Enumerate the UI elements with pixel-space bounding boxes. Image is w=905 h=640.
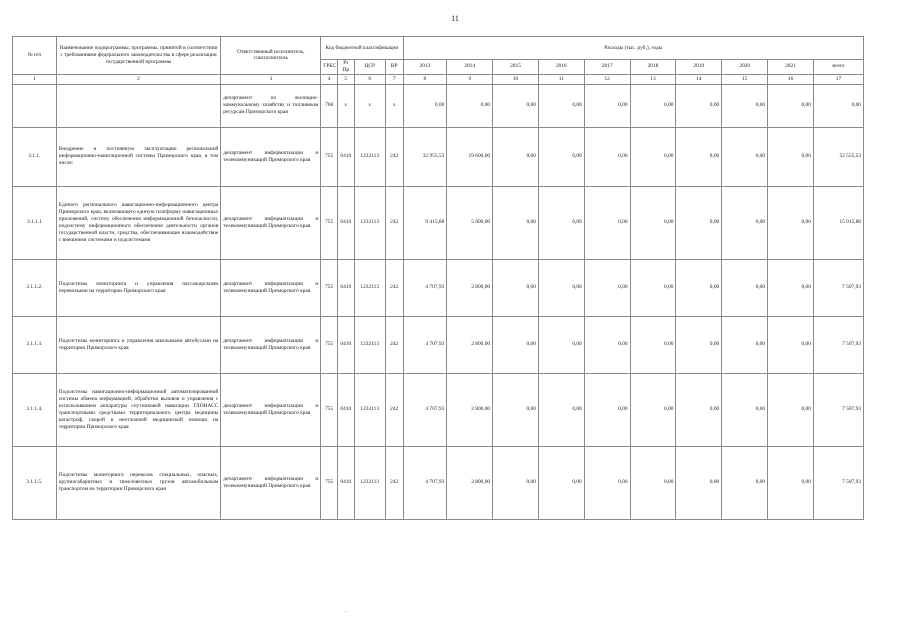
column-number: 3 — [221, 74, 321, 84]
cell-2019: 0,00 — [676, 316, 722, 373]
cell-2019: 0,00 — [676, 259, 722, 316]
cell-2020: 0,00 — [722, 259, 768, 316]
header-executor: Ответственный исполнитель, соисполнитель — [221, 37, 321, 75]
cell-grbs: 755 — [321, 127, 338, 186]
row-name: Подсистемы навигационно-информационной автоматизированной системы обмена информацией, обработки вызовов и управления с использованием аппаратуры спутниковой навигации ГЛОНАСС транспортными средствами территориального центра медицины катастроф, скорой и неотложной медицинской помощи на территории Приморского края — [56, 373, 221, 446]
cell-2015: 0,00 — [493, 446, 539, 519]
header-year: 2019 — [676, 60, 722, 75]
cell-2016: 0,00 — [538, 127, 584, 186]
table-row — [13, 127, 864, 186]
cell-vr: 242 — [385, 186, 403, 259]
cell-rzpr: х — [337, 84, 354, 127]
row-number: 3.1.1. — [13, 127, 57, 186]
table-row — [13, 316, 864, 373]
header-budget-code: Код бюджетной классификации — [321, 37, 403, 60]
column-number: 15 — [722, 74, 768, 84]
budget-table — [12, 36, 864, 520]
cell-2015: 0,00 — [493, 84, 539, 127]
row-name: Внедрение и постоянную эксплуатацию региональной информационно-навигационной системы Приморского края, в том числе: — [56, 127, 221, 186]
table-row — [13, 186, 864, 259]
cell-2016: 0,00 — [538, 186, 584, 259]
row-name: Единого регионального навигационно-информационного центра Приморского края, включающего единую платформу навигационных приложений, систему обеспечения информационной безопасности, подсистему информационного обеспечения деятельности органов государственной власти, средства, обеспечивающие взаимодействие с внешними системами и подсистемами — [56, 186, 221, 259]
column-number: 8 — [403, 74, 447, 84]
header-name: Наименование подпрограммы, программы, принятой в соответствии с требованиями федерального законодательства в сфере реализации государственной программы — [56, 37, 221, 75]
row-number — [13, 84, 57, 127]
cell-2015: 0,00 — [493, 259, 539, 316]
cell-2017: 0,00 — [584, 373, 630, 446]
cell-2013: 4 707,93 — [403, 446, 447, 519]
row-number: 3.1.1.1 — [13, 186, 57, 259]
cell-rzpr: 0410 — [337, 373, 354, 446]
cell-2019: 0,00 — [676, 373, 722, 446]
cell-2019: 0,00 — [676, 84, 722, 127]
cell-2017: 0,00 — [584, 316, 630, 373]
column-number: 9 — [447, 74, 493, 84]
column-number: 16 — [768, 74, 814, 84]
cell-rzpr: 0410 — [337, 259, 354, 316]
cell-2013: 0,00 — [403, 84, 447, 127]
cell-2013: 4 707,93 — [403, 316, 447, 373]
cell-2020: 0,00 — [722, 373, 768, 446]
column-number: 11 — [538, 74, 584, 84]
page-number: 11 — [451, 14, 459, 23]
cell-total: 7 507,93 — [813, 316, 863, 373]
cell-grbs: 755 — [321, 446, 338, 519]
header-year: 2018 — [630, 60, 676, 75]
row-name — [56, 84, 221, 127]
cell-csr: 1232113 — [354, 373, 385, 446]
cell-2017: 0,00 — [584, 84, 630, 127]
header-year: 2017 — [584, 60, 630, 75]
table-row — [13, 84, 864, 127]
cell-total: 0,00 — [813, 84, 863, 127]
column-number: 17 — [813, 74, 863, 84]
header-vr: ВР — [385, 60, 403, 75]
cell-2021: 0,00 — [768, 446, 814, 519]
cell-2020: 0,00 — [722, 186, 768, 259]
cell-csr: 1232113 — [354, 316, 385, 373]
cell-vr: х — [385, 84, 403, 127]
header-year: 2014 — [447, 60, 493, 75]
row-name: Подсистемы мониторинга и управления школьными автобусами на территории Приморского края — [56, 316, 221, 373]
cell-2018: 0,00 — [630, 316, 676, 373]
cell-rzpr: 0410 — [337, 186, 354, 259]
cell-2014: 2 800,00 — [447, 316, 493, 373]
cell-2015: 0,00 — [493, 373, 539, 446]
row-executor: департамент информатизации и телекоммуникаций Приморского края — [221, 373, 321, 446]
cell-2019: 0,00 — [676, 127, 722, 186]
header-year: 2021 — [768, 60, 814, 75]
cell-2018: 0,00 — [630, 186, 676, 259]
header-num: № п/п — [13, 37, 57, 75]
cell-rzpr: 0410 — [337, 316, 354, 373]
cell-2016: 0,00 — [538, 84, 584, 127]
cell-vr: 242 — [385, 259, 403, 316]
row-number: 3.1.1.3. — [13, 316, 57, 373]
cell-2021: 0,00 — [768, 186, 814, 259]
cell-2014: 2 800,00 — [447, 259, 493, 316]
header-year: 2013 — [403, 60, 447, 75]
row-number: 3.1.1.5. — [13, 446, 57, 519]
table-row — [13, 446, 864, 519]
cell-total: 7 507,93 — [813, 373, 863, 446]
row-name: Подсистемы мониторинга перевозок специальных, опасных, крупногабаритных и тяжеловесных грузов автомобильным транспортом на территории Приморского края — [56, 446, 221, 519]
cell-2018: 0,00 — [630, 259, 676, 316]
cell-csr: 1232113 — [354, 127, 385, 186]
cell-2017: 0,00 — [584, 186, 630, 259]
row-number: 3.1.1.2. — [13, 259, 57, 316]
cell-2014: 0,00 — [447, 84, 493, 127]
cell-2014: 2 800,00 — [447, 446, 493, 519]
row-executor: департамент по жилищно-коммунальному хозяйству и топливным ресурсам Приморского края — [221, 84, 321, 127]
row-executor: департамент информатизации и телекоммуникаций Приморского края — [221, 259, 321, 316]
cell-2021: 0,00 — [768, 127, 814, 186]
cell-total: 15 015,88 — [813, 186, 863, 259]
cell-total: 52 555,53 — [813, 127, 863, 186]
cell-vr: 242 — [385, 127, 403, 186]
cell-2016: 0,00 — [538, 259, 584, 316]
cell-total: 7 507,93 — [813, 259, 863, 316]
row-executor: департамент информатизации и телекоммуникаций Приморского края — [221, 127, 321, 186]
cell-csr: х — [354, 84, 385, 127]
cell-2018: 0,00 — [630, 127, 676, 186]
cell-2019: 0,00 — [676, 446, 722, 519]
cell-2021: 0,00 — [768, 259, 814, 316]
column-number: 6 — [354, 74, 385, 84]
row-name: Подсистемы мониторинга и управления пассажирскими перевозками на территории Приморского края — [56, 259, 221, 316]
row-executor: департамент информатизации и телекоммуникаций Приморского края — [221, 316, 321, 373]
column-number: 1 — [13, 74, 57, 84]
cell-rzpr: 0410 — [337, 446, 354, 519]
column-number: 5 — [337, 74, 354, 84]
cell-csr: 1232113 — [354, 446, 385, 519]
cell-2015: 0,00 — [493, 186, 539, 259]
cell-2013: 9 415,88 — [403, 186, 447, 259]
scan-speck: . — [345, 608, 347, 614]
column-number: 10 — [493, 74, 539, 84]
cell-2017: 0,00 — [584, 259, 630, 316]
header-csr: ЦСР — [354, 60, 385, 75]
cell-2013: 4 707,93 — [403, 373, 447, 446]
cell-2014: 19 600,00 — [447, 127, 493, 186]
cell-2017: 0,00 — [584, 127, 630, 186]
cell-2013: 32 955,53 — [403, 127, 447, 186]
cell-2016: 0,00 — [538, 446, 584, 519]
table-row — [13, 259, 864, 316]
cell-vr: 242 — [385, 316, 403, 373]
cell-2020: 0,00 — [722, 127, 768, 186]
cell-2015: 0,00 — [493, 316, 539, 373]
row-number: 3.1.1.4. — [13, 373, 57, 446]
cell-grbs: 755 — [321, 316, 338, 373]
cell-grbs: 768 — [321, 84, 338, 127]
cell-2021: 0,00 — [768, 316, 814, 373]
cell-2020: 0,00 — [722, 446, 768, 519]
column-number: 12 — [584, 74, 630, 84]
cell-2021: 0,00 — [768, 84, 814, 127]
cell-2014: 5 600,00 — [447, 186, 493, 259]
cell-2014: 2 800,00 — [447, 373, 493, 446]
column-number: 4 — [321, 74, 338, 84]
column-numbers-row — [13, 74, 864, 84]
cell-csr: 1232113 — [354, 186, 385, 259]
column-number: 13 — [630, 74, 676, 84]
column-number: 14 — [676, 74, 722, 84]
cell-2016: 0,00 — [538, 373, 584, 446]
cell-2018: 0,00 — [630, 373, 676, 446]
cell-rzpr: 0410 — [337, 127, 354, 186]
cell-2018: 0,00 — [630, 446, 676, 519]
header-rzpr: Рз Пр — [337, 60, 354, 75]
header-total: всего — [813, 60, 863, 75]
cell-grbs: 755 — [321, 186, 338, 259]
cell-2021: 0,00 — [768, 373, 814, 446]
cell-2017: 0,00 — [584, 446, 630, 519]
column-number: 2 — [56, 74, 221, 84]
cell-grbs: 755 — [321, 259, 338, 316]
cell-2016: 0,00 — [538, 316, 584, 373]
cell-2018: 0,00 — [630, 84, 676, 127]
cell-2020: 0,00 — [722, 316, 768, 373]
cell-total: 7 507,93 — [813, 446, 863, 519]
cell-2013: 4 707,93 — [403, 259, 447, 316]
header-year: 2020 — [722, 60, 768, 75]
row-executor: департамент информатизации и телекоммуникаций Приморского края — [221, 186, 321, 259]
cell-vr: 242 — [385, 373, 403, 446]
row-executor: департамент информатизации и телекоммуникаций Приморского края — [221, 446, 321, 519]
cell-2015: 0,00 — [493, 127, 539, 186]
cell-2019: 0,00 — [676, 186, 722, 259]
header-expenses: Расходы (тыс. руб.), годы — [403, 37, 863, 60]
table-row — [13, 373, 864, 446]
cell-grbs: 755 — [321, 373, 338, 446]
cell-csr: 1232113 — [354, 259, 385, 316]
cell-vr: 242 — [385, 446, 403, 519]
header-year: 2016 — [538, 60, 584, 75]
cell-2020: 0,00 — [722, 84, 768, 127]
header-grbs: ГРБС — [321, 60, 338, 75]
header-year: 2015 — [493, 60, 539, 75]
column-number: 7 — [385, 74, 403, 84]
